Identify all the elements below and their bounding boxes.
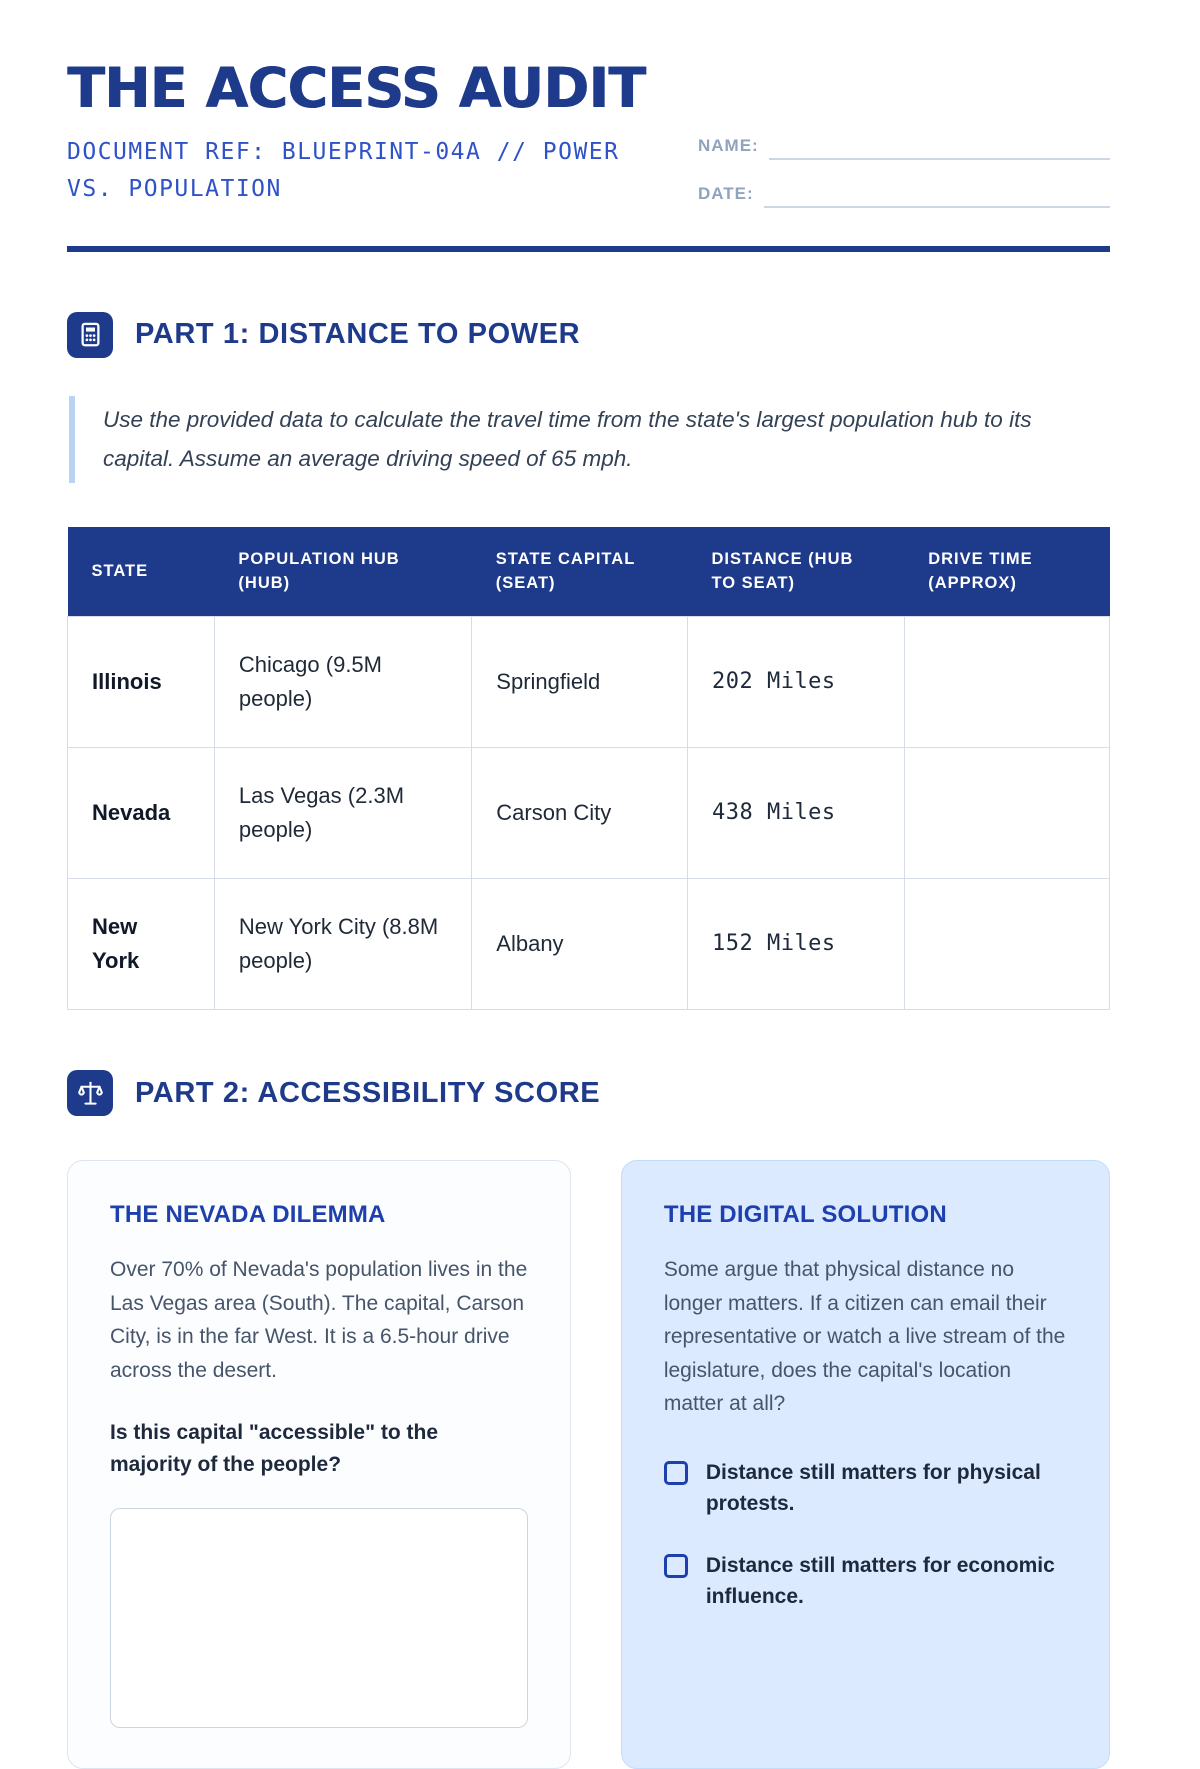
scales-icon: [67, 1070, 113, 1116]
cell-capital: Carson City: [472, 748, 688, 879]
part1-heading: PART 1: DISTANCE TO POWER: [135, 318, 581, 351]
name-field-row: [698, 136, 1110, 160]
part2-heading-row: [67, 1070, 1110, 1116]
part2-heading: PART 2: ACCESSIBILITY SCORE: [135, 1076, 601, 1109]
col-header-state-capital: STATE CAPITAL (SEAT): [472, 527, 688, 617]
digital-solution-card: [621, 1160, 1110, 1769]
table-header-row: [68, 527, 1110, 617]
date-label: DATE:: [698, 183, 754, 203]
cell-state: Illinois: [68, 617, 215, 748]
distance-table: [67, 527, 1110, 1011]
part1-heading-row: [67, 312, 1110, 358]
cell-hub: Las Vegas (2.3M people): [214, 748, 471, 879]
digital-card-body: Some argue that physical distance no longer matters. If a citizen can email their representative or watch a live stream of the legislature, does the capital's location matter at all?: [663, 1258, 1066, 1416]
calculator-icon: [67, 312, 113, 358]
digital-card-title: THE DIGITAL SOLUTION: [663, 1201, 947, 1228]
option-label: Distance still matters for physical protests.: [705, 1460, 1041, 1516]
nevada-dilemma-card: [67, 1160, 571, 1769]
col-header-drive-time: DRIVE TIME (APPROX): [904, 527, 1109, 617]
cell-hub: New York City (8.8M people): [214, 879, 471, 1010]
table-row: [68, 748, 1110, 879]
cell-drive-time-answer[interactable]: [904, 748, 1109, 879]
cell-distance: 438 Miles: [687, 748, 904, 879]
table-row: [68, 879, 1110, 1010]
free-response-answer-box[interactable]: [110, 1508, 528, 1728]
date-input-line[interactable]: [764, 186, 1110, 208]
document-ref: DOCUMENT REF: BLUEPRINT-04A // POWER VS. POPULATION: [67, 138, 620, 202]
name-input-line[interactable]: [769, 138, 1110, 160]
cell-distance: 202 Miles: [687, 617, 904, 748]
option-label: Distance still matters for economic influence.: [705, 1553, 1055, 1609]
cell-hub: Chicago (9.5M people): [214, 617, 471, 748]
cell-capital: Springfield: [472, 617, 688, 748]
name-date-fields: [698, 134, 1110, 232]
date-field-row: [698, 184, 1110, 208]
part2-cards: [67, 1160, 1110, 1769]
nevada-card-title: THE NEVADA DILEMMA: [110, 1201, 386, 1228]
col-header-population-hub: POPULATION HUB (HUB): [214, 527, 471, 617]
option-physical-protests: [664, 1457, 1067, 1520]
option-economic-influence: [664, 1550, 1067, 1613]
checkbox[interactable]: [664, 1554, 688, 1578]
header: [67, 56, 1110, 252]
part1-instructions: Use the provided data to calculate the travel time from the state's largest population hub to its capital. Assume an average driving speed of 65 mph.: [69, 396, 1079, 483]
header-divider: [67, 246, 1110, 252]
table-row: [68, 617, 1110, 748]
part1-section: [67, 312, 1110, 1010]
cell-capital: Albany: [472, 879, 688, 1010]
cell-distance: 152 Miles: [687, 879, 904, 1010]
cell-drive-time-answer[interactable]: [904, 879, 1109, 1010]
cell-state: New York: [68, 879, 215, 1010]
cell-state: Nevada: [68, 748, 215, 879]
nevada-card-body: Over 70% of Nevada's population lives in the Las Vegas area (South). The capital, Carson City, is in the far West. It is a 6.5-hour drive across the desert.: [110, 1258, 528, 1382]
name-label: NAME:: [698, 135, 759, 155]
checkbox[interactable]: [664, 1461, 688, 1485]
col-header-distance: DISTANCE (HUB TO SEAT): [687, 527, 904, 617]
col-header-state: STATE: [68, 527, 215, 617]
nevada-card-question: Is this capital "accessible" to the majority of the people?: [110, 1421, 439, 1476]
cell-drive-time-answer[interactable]: [904, 617, 1109, 748]
page-title: THE ACCESS AUDIT: [67, 56, 646, 120]
part2-section: [67, 1070, 1110, 1769]
